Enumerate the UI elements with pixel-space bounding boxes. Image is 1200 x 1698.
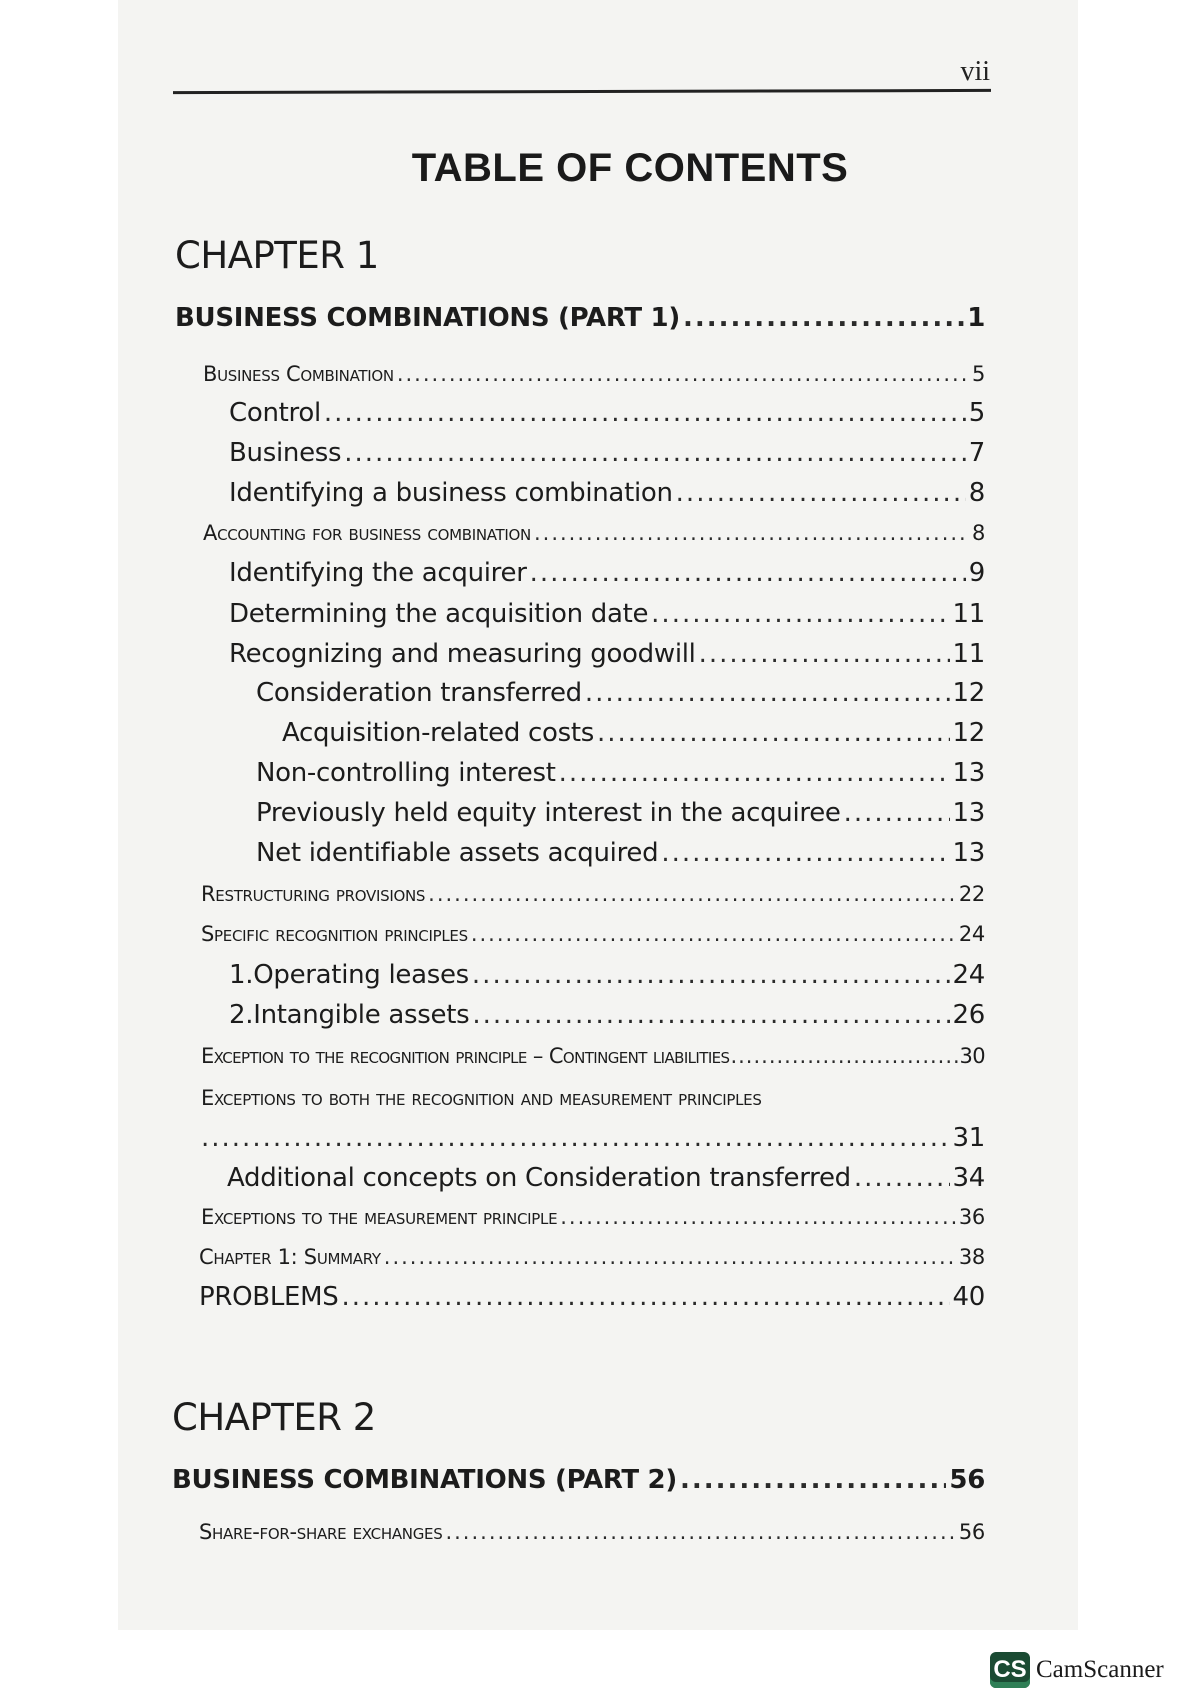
toc-entry-operating-leases[interactable]: 1. Operating leases ..... 24 xyxy=(229,960,985,990)
camscanner-text: CamScanner xyxy=(1036,1656,1164,1683)
toc-entry-consideration-transferred[interactable]: Consideration transferred ..... 12 xyxy=(256,678,985,708)
page-number: vii xyxy=(960,56,990,87)
toc-entry-accounting-for-business-combination[interactable]: Accounting for business combination ..... 8 xyxy=(203,521,985,545)
toc-entry-part-2[interactable]: BUSINESS COMBINATIONS (PART 2) ..... 56 xyxy=(172,1465,985,1495)
toc-entry-control[interactable]: Control ..... 5 xyxy=(229,398,985,428)
toc-entry-business[interactable]: Business ..... 7 xyxy=(229,438,985,468)
toc-entry-page: 1 xyxy=(967,303,985,333)
toc-entry-identifying-business-combination[interactable]: Identifying a business combination ..... 8 xyxy=(229,478,985,508)
toc-entry-net-identifiable-assets[interactable]: Net identifiable assets acquired ..... 13 xyxy=(256,838,985,868)
camscanner-logo-icon: CS xyxy=(990,1652,1030,1688)
toc-entry-exceptions-measurement[interactable]: Exceptions to the measurement principle ..... 36 xyxy=(201,1205,985,1229)
toc-entry-previously-held-equity[interactable]: Previously held equity interest in the acquiree ..... 13 xyxy=(256,798,985,828)
toc-entry-exceptions-both[interactable]: ..... 31 xyxy=(201,1123,985,1153)
toc-entry-additional-concepts[interactable]: Additional concepts on Consideration transferred ..... 34 xyxy=(227,1163,985,1193)
toc-entry-restructuring-provisions[interactable]: Restructuring provisions ..... 22 xyxy=(201,882,985,906)
toc-entry-label: BUSINESS COMBINATIONS (PART 1) xyxy=(175,303,680,333)
toc-entry-goodwill[interactable]: Recognizing and measuring goodwill ..... 11 xyxy=(229,639,985,669)
camscanner-watermark xyxy=(990,1652,1164,1688)
toc-entry-exceptions-both-label[interactable]: Exceptions to both the recognition and measurement principles xyxy=(201,1086,762,1110)
toc-entry-business-combination[interactable]: Business Combination ..... 5 xyxy=(203,362,985,386)
toc-entry-intangible-assets[interactable]: 2. Intangible assets ..... 26 xyxy=(229,1000,985,1030)
toc-entry-chapter1-summary[interactable]: Chapter 1: Summary ..... 38 xyxy=(199,1245,985,1269)
toc-title: TABLE OF CONTENTS xyxy=(411,146,849,190)
chapter-2-heading: CHAPTER 2 xyxy=(172,1396,376,1439)
toc-entry-non-controlling-interest[interactable]: Non-controlling interest ..... 13 xyxy=(256,758,985,788)
toc-entry-specific-recognition-principles[interactable]: Specific recognition principles ..... 24 xyxy=(201,922,985,946)
toc-entry-acquisition-related-costs[interactable]: Acquisition-related costs ..... 12 xyxy=(282,718,985,748)
chapter-1-heading: CHAPTER 1 xyxy=(175,234,379,277)
toc-entry-share-for-share[interactable]: Share-for-share exchanges ..... 56 xyxy=(199,1520,985,1544)
toc-entry-part-1[interactable] xyxy=(175,303,985,333)
toc-entry-problems[interactable]: PROBLEMS ..... 40 xyxy=(199,1282,985,1312)
toc-entry-acquisition-date[interactable]: Determining the acquisition date ..... 11 xyxy=(229,599,985,629)
toc-entry-contingent-liabilities[interactable]: Exception to the recognition principle – Contingent liabilities ..... 30 xyxy=(201,1044,985,1068)
toc-entry-identifying-acquirer[interactable]: Identifying the acquirer ..... 9 xyxy=(229,558,985,588)
